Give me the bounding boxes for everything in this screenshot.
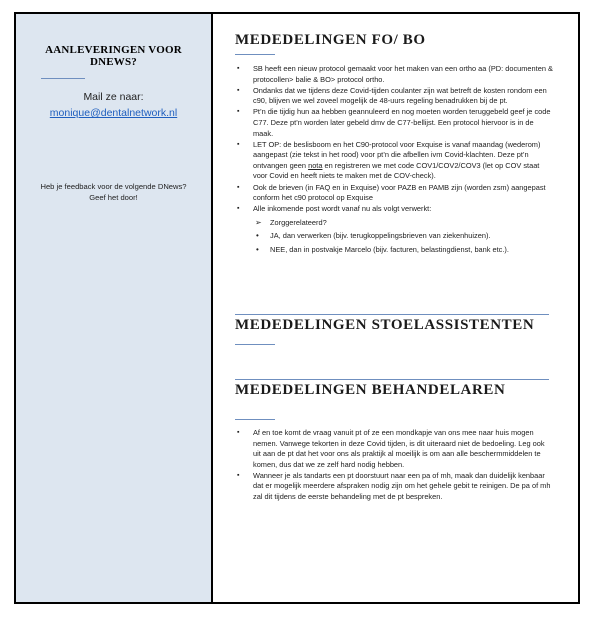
let-op-text-end: en registreren we met code COV1/COV2/COV3 (let op COV staat voor Covid en heeft niets te maken met de COV-check). — [253, 160, 540, 181]
sub-item: • NEE, dan in postvakje Marcelo (bijv. facturen, belastingdienst, bank etc.). — [253, 245, 553, 256]
sub-list — [253, 218, 553, 256]
list-item: ▪ SB heeft een nieuw protocol gemaakt voor het maken van een ortho aa (PD: documenten & protocollen> balie & BO> protocol ortho. — [235, 64, 553, 85]
list-item — [235, 140, 553, 182]
newsletter-frame — [14, 12, 580, 604]
let-op-text: LET OP: de beslisboom en het C90-protocol voor Exquise is vanaf maandag (wederom) aangepast (zie tekst in het rood) voor pt’n die afbellen ivm Covid-klachten. Deze pt’n ontvangen geen — [253, 139, 541, 170]
list-item: ▪ Af en toe komt de vraag vanuit pt of ze een mondkapje van ons mee naar huis mogen nemen. Vanwege tekorten in deze Covid tijden, is dit uiteraard niet de bedoeling. Leg ook uit aan de pt dat het voor ons als praktijk al moeilijk is om aan alle beschermmiddelen te komen, dus dat we ze zelf hard nodig hebben. — [235, 428, 553, 470]
section-behandelaren — [235, 379, 555, 503]
section-divider — [235, 54, 275, 55]
list-item — [235, 204, 553, 255]
section-stoelassistenten — [235, 314, 555, 345]
list-item: ▪ Ondanks dat we tijdens deze Covid-tijden coulanter zijn wat betreft de kosten rondom een c90, blijven we wel zoveel mogelijk de 48-uurs regeling benadrukken bij de pt. — [235, 86, 553, 107]
main-content — [213, 14, 578, 602]
section-top-rule — [235, 379, 549, 380]
section-fo-bo — [235, 32, 553, 259]
sub-item: • JA, dan verwerken (bijv. terugkoppelingsbrieven van ziekenhuizen). — [253, 231, 553, 242]
mail-link[interactable]: monique@dentalnetwork.nl — [49, 107, 178, 119]
section-divider — [235, 344, 275, 345]
sub-item-arrow: ➢ Zorggerelateerd? — [253, 218, 553, 229]
sidebar-title: AANLEVERINGEN VOOR DNEWS? — [45, 44, 182, 68]
section-title-behandelaren: MEDEDELINGEN BEHANDELAREN — [235, 382, 506, 398]
sidebar-divider — [41, 78, 85, 79]
sidebar — [16, 14, 213, 602]
underlined-word: nota — [308, 160, 323, 170]
section-title-stoelassistenten: MEDEDELINGEN STOELASSISTENTEN — [235, 317, 535, 333]
list-item: ▪ Ook de brieven (in FAQ en in Exquise) voor PAZB en PAMB zijn (worden zsm) aangepast conform het c90 protocol op Exquise — [235, 183, 553, 204]
section-title-fo-bo: MEDEDELINGEN FO/ BO — [235, 32, 426, 48]
bullet-list — [235, 428, 553, 503]
section-divider — [235, 419, 275, 420]
feedback-note: Heb je feedback voor de volgende DNews? Geef het door! — [40, 182, 187, 202]
mail-label: Mail ze naar: — [83, 91, 144, 103]
section-top-rule — [235, 314, 549, 315]
bullet-list — [235, 64, 553, 256]
list-item-text: Alle inkomende post wordt vanaf nu als volgt verwerkt: — [253, 204, 432, 214]
list-item: ▪ Pt’n die tijdig hun aa hebben geannuleerd en nog moeten worden teruggebeld geef je code C77. Deze pt’n worden later gebeld dmv de C77-bellijst. Een protocol hiervoor is in de maak. — [235, 107, 553, 139]
list-item: ▪ Wanneer je als tandarts een pt doorstuurt naar een pa of mh, maak dan duidelijk kenbaar dat er mogelijk meerdere afspraken nodig zijn om het gehele gebit te reinigen. De pa of mh zal dit tijdens de eerste behandeling met de pt bespreken. — [235, 471, 553, 503]
